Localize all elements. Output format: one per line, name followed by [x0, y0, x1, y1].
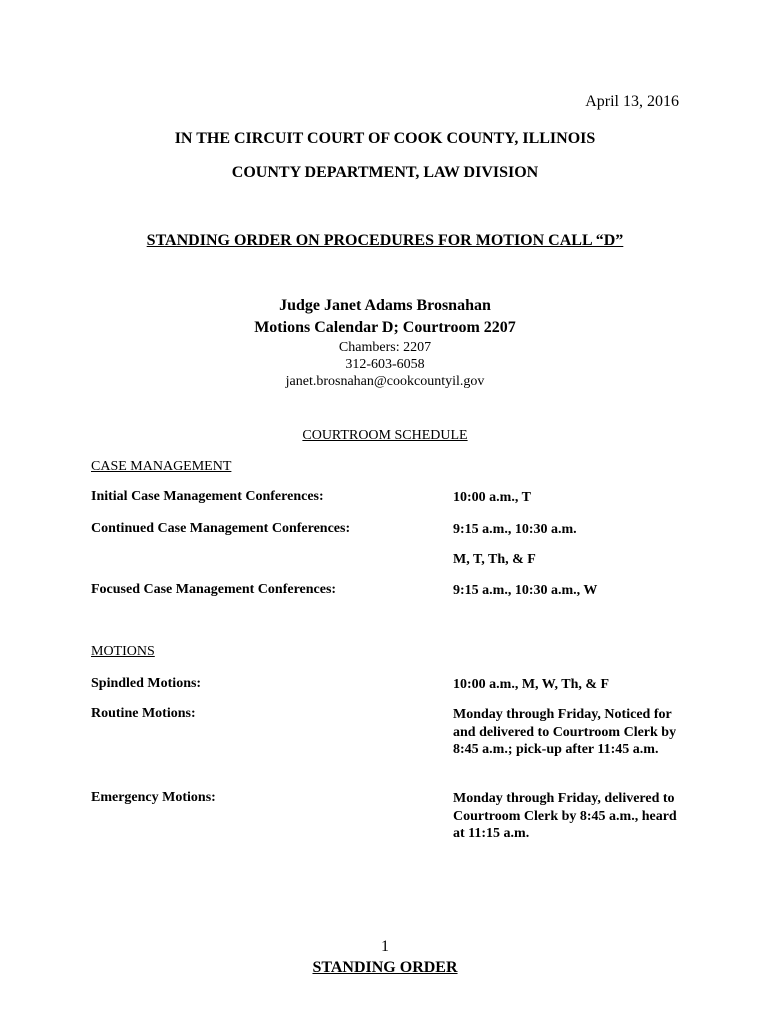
- table-row-value: Monday through Friday, Noticed for and delivered to Courtroom Clerk by 8:45 a.m.; pick-up after 11:45 a.m.: [453, 707, 677, 757]
- page-number: 1: [381, 938, 389, 955]
- document-date: April 13, 2016: [585, 93, 679, 110]
- table-row-label: Spindled Motions:: [91, 676, 202, 691]
- table-row-value: 9:15 a.m., 10:30 a.m.: [453, 522, 577, 537]
- chambers-info: Chambers: 2207: [338, 340, 432, 355]
- court-name: IN THE CIRCUIT COURT OF COOK COUNTY, ILLINOIS: [174, 130, 596, 147]
- table-row-label: Focused Case Management Conferences:: [91, 582, 337, 597]
- phone-number: 312-603-6058: [345, 357, 425, 372]
- footer-title: STANDING ORDER: [312, 959, 458, 976]
- table-row-label: Emergency Motions:: [91, 790, 216, 805]
- order-title: STANDING ORDER ON PROCEDURES FOR MOTION CALL “D”: [146, 232, 624, 249]
- table-row-label: Initial Case Management Conferences:: [91, 489, 324, 504]
- judge-name: Judge Janet Adams Brosnahan: [279, 297, 491, 314]
- court-division: COUNTY DEPARTMENT, LAW DIVISION: [231, 164, 539, 181]
- table-row-value: 9:15 a.m., 10:30 a.m., W: [453, 583, 598, 598]
- motions-heading: MOTIONS: [91, 644, 155, 659]
- table-row-value: Monday through Friday, delivered to Courtroom Clerk by 8:45 a.m., heard at 11:15 a.m.: [453, 791, 677, 841]
- table-row-value: 10:00 a.m., M, W, Th, & F: [453, 677, 610, 692]
- table-row-label: Routine Motions:: [91, 706, 196, 721]
- calendar-info: Motions Calendar D; Courtroom 2207: [254, 319, 516, 336]
- case-management-heading: CASE MANAGEMENT: [91, 459, 232, 474]
- table-row-label: Continued Case Management Conferences:: [91, 521, 351, 536]
- table-row-value: M, T, Th, & F: [453, 552, 536, 567]
- table-row-value: 10:00 a.m., T: [453, 490, 531, 505]
- schedule-heading: COURTROOM SCHEDULE: [302, 428, 468, 443]
- email-address: janet.brosnahan@cookcountyil.gov: [285, 374, 485, 389]
